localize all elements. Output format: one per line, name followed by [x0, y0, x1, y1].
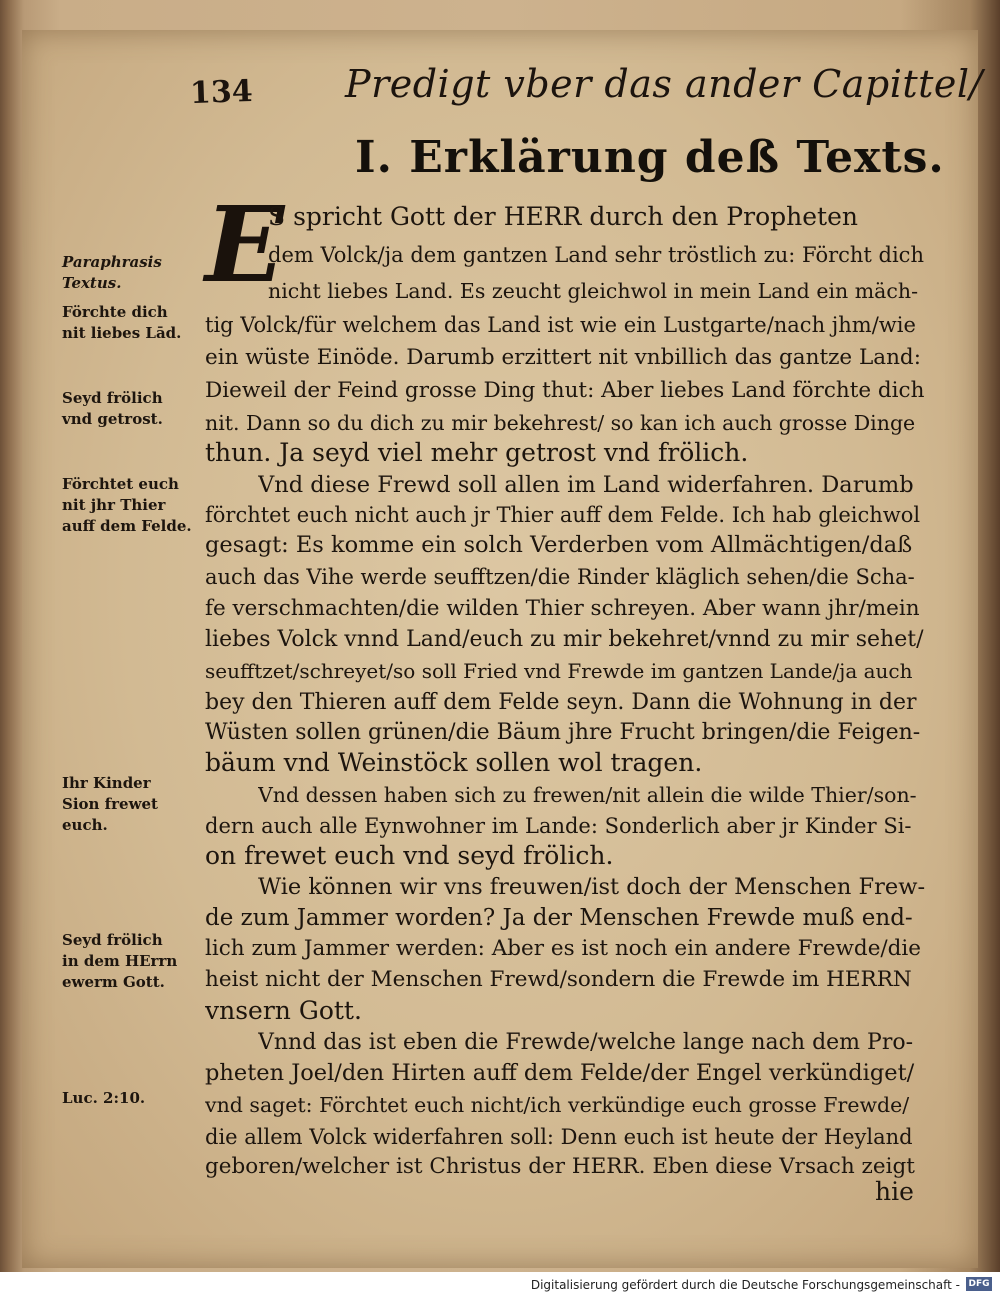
body-line: pheten Joel/den Hirten auff dem Felde/der Engel verkündiget/: [205, 1060, 915, 1086]
body-line: Dieweil der Feind grosse Ding thut: Aber liebes Land förchte dich: [205, 378, 925, 403]
margin-gloss: [62, 773, 158, 836]
body-line: S spricht Gott der HERR durch den Propheten: [268, 202, 858, 231]
body-line: Vnnd das ist eben die Frewde/welche lange nach dem Pro-: [258, 1030, 914, 1055]
gloss-line: Textus.: [62, 274, 122, 292]
gloss-line: nit liebes Lād.: [62, 324, 182, 342]
body-line: Wie können wir vns freuwen/ist doch der Menschen Frew-: [258, 874, 925, 900]
gloss-line: nit jhr Thier: [62, 496, 166, 514]
margin-gloss: [62, 252, 162, 294]
body-line: tig Volck/für welchem das Land ist wie ein Lustgarte/nach jhm/wie: [205, 313, 916, 337]
body-line: thun. Ja seyd viel mehr getrost vnd frölich.: [205, 438, 749, 467]
gloss-line: Förchtet euch: [62, 475, 179, 493]
body-line: liebes Volck vnnd Land/euch zu mir bekehret/vnnd zu mir sehet/: [205, 627, 924, 652]
gloss-line: auff dem Felde.: [62, 517, 192, 535]
body-line: geboren/welcher ist Christus der HERR. Eben diese Vrsach zeigt: [205, 1154, 915, 1179]
body-line: Wüsten sollen grünen/die Bäum jhre Frucht bringen/die Feigen-: [205, 720, 921, 745]
page-number: 134: [189, 73, 254, 112]
body-line: dem Volck/ja dem gantzen Land sehr tröstlich zu: Förcht dich: [268, 243, 924, 267]
body-line: vnsern Gott.: [205, 996, 362, 1025]
body-line: dern auch alle Eynwohner im Lande: Sonderlich aber jr Kinder Si-: [205, 814, 912, 838]
gloss-line: vnd getrost.: [62, 410, 163, 428]
body-line: seufftzet/schreyet/so soll Fried vnd Frewde im gantzen Lande/ja auch: [205, 659, 913, 683]
margin-gloss: [62, 302, 181, 344]
body-line: Vnd dessen haben sich zu frewen/nit allein die wilde Thier/son-: [258, 783, 917, 807]
margin-gloss: [62, 930, 177, 993]
body-line: ein wüste Einöde. Darumb erzittert nit vnbillich das gantze Land:: [205, 345, 921, 370]
gloss-line: Paraphrasis: [62, 253, 162, 271]
margin-gloss: [62, 1088, 145, 1109]
body-line: Vnd diese Frewd soll allen im Land widerfahren. Darumb: [258, 472, 914, 498]
running-head: Predigt vber das ander Capittel/: [345, 62, 983, 106]
gloss-line: Förchte dich: [62, 303, 168, 321]
funding-credit: Digitalisierung gefördert durch die Deutsche Forschungsgemeinschaft -: [530, 1278, 960, 1292]
gloss-line: in dem HErrn: [62, 952, 178, 970]
body-line: nicht liebes Land. Es zeucht gleichwol in mein Land ein mäch-: [268, 279, 918, 303]
gloss-line: euch.: [62, 816, 108, 834]
body-line: auch das Vihe werde seufftzen/die Rinder kläglich sehen/die Scha-: [205, 565, 915, 589]
body-line: heist nicht der Menschen Frewd/sondern die Frewde im HERRN: [205, 967, 912, 992]
body-line: de zum Jammer worden? Ja der Menschen Frewde muß end-: [205, 905, 913, 931]
body-line: fe verschmachten/die wilden Thier schreyen. Aber wann jhr/mein: [205, 596, 920, 621]
body-line: vnd saget: Förchtet euch nicht/ich verkündige euch grosse Frewde/: [205, 1093, 910, 1117]
body-line: lich zum Jammer werden: Aber es ist noch ein andere Frewde/die: [205, 936, 922, 961]
margin-gloss: [62, 474, 192, 537]
body-line: gesagt: Es komme ein solch Verderben vom Allmächtigen/daß: [205, 532, 913, 558]
body-line: bey den Thieren auff dem Felde seyn. Dann die Wohnung in der: [205, 690, 917, 715]
body-line: on frewet euch vnd seyd frölich.: [205, 841, 614, 870]
gloss-line: Luc. 2:10.: [62, 1089, 146, 1107]
gloss-line: Ihr Kinder: [62, 774, 151, 792]
gloss-line: Sion frewet: [62, 795, 158, 813]
gloss-line: Seyd frölich: [62, 931, 163, 949]
footer-bar: [0, 1272, 1000, 1297]
body-line: bäum vnd Weinstöck sollen wol tragen.: [205, 748, 703, 777]
dropcap-initial: E: [205, 183, 285, 306]
section-heading: I. Erklärung deß Texts.: [355, 132, 945, 183]
body-line: förchtet euch nicht auch jr Thier auff dem Felde. Ich hab gleichwol: [205, 503, 921, 527]
body-line: die allem Volck widerfahren soll: Denn euch ist heute der Heyland: [205, 1125, 913, 1149]
gloss-line: Seyd frölich: [62, 389, 163, 407]
gloss-line: ewerm Gott.: [62, 973, 165, 991]
catchword: hie: [875, 1177, 914, 1206]
margin-gloss: [62, 388, 163, 430]
dfg-logo: DFG: [966, 1277, 992, 1291]
body-line: nit. Dann so du dich zu mir bekehrest/ so kan ich auch grosse Dinge: [205, 411, 916, 435]
